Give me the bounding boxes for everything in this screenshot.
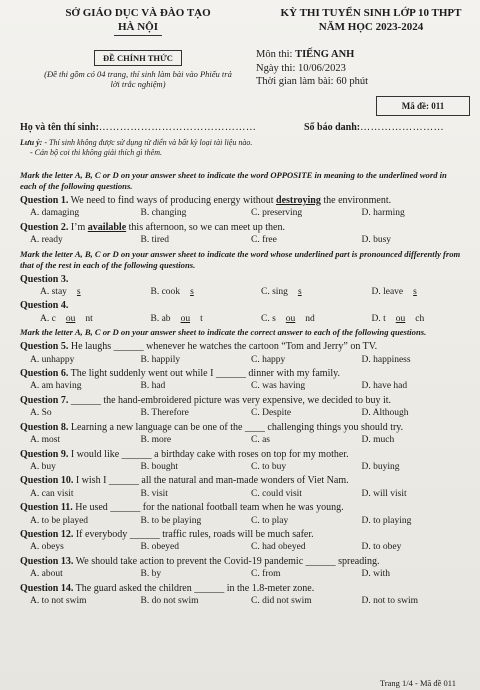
answer-option: C. preserving — [251, 208, 303, 219]
answer-options — [20, 488, 462, 500]
section-instruction: Mark the letter A, B, C or D on your answer sheet to indicate the correct answer to each of the following questions. — [20, 327, 427, 338]
question-stem — [20, 556, 462, 568]
answer-option: A. about — [30, 569, 63, 580]
answer-option — [131, 286, 242, 298]
answer-option: D. not to swim — [361, 595, 418, 606]
question-number: Question 5. — [20, 341, 69, 353]
answer-option — [241, 313, 352, 325]
answer-option: B. tired — [140, 235, 169, 246]
answer-options — [20, 313, 462, 325]
question-number: Question 2. — [20, 221, 69, 233]
time-value: 60 phút — [336, 76, 368, 87]
official-label: ĐỀ CHÍNH THỨC — [94, 50, 182, 66]
header-right — [256, 6, 480, 89]
answer-options — [20, 595, 462, 607]
answer-option: A. unhappy — [30, 354, 75, 365]
question-number: Question 4. — [20, 300, 69, 312]
question-stem — [20, 449, 462, 461]
answer-option: C. from — [251, 569, 281, 580]
question-text: the environment. — [323, 195, 392, 206]
question-number: Question 6. — [20, 368, 69, 380]
question-stem — [20, 475, 462, 487]
answer-option: A. So — [30, 408, 52, 419]
answer-option — [20, 286, 131, 298]
candidate-name-field: ……………………………………… — [98, 122, 257, 133]
question-stem — [20, 222, 462, 234]
word-part: D. t — [371, 313, 386, 324]
question-text: We should take action to prevent the Covid-19 pandemic ______ spreading. — [75, 555, 380, 567]
answer-option — [131, 313, 242, 325]
answer-options — [20, 434, 462, 446]
section-instruction: Mark the letter A, B, C or D on your answer sheet to indicate the word OPPOSITE in meaning to the underlined word in each of the following questions. — [20, 170, 447, 191]
answer-option: C. as — [251, 435, 270, 446]
answer-option: D. have had — [361, 381, 408, 392]
underlined-part: s — [76, 287, 81, 298]
exam-title: KỲ THI TUYỂN SINH LỚP 10 THPT — [280, 7, 462, 19]
answer-option: D. will visit — [361, 488, 407, 499]
answer-option: A. damaging — [30, 208, 80, 219]
paper-note: (Đề thi gồm có 04 trang, thí sinh làm bài vào Phiếu trả lời trắc nghiệm) — [44, 69, 232, 89]
answer-options — [20, 354, 462, 366]
answer-option: A. obeys — [30, 542, 64, 553]
question-number: Question 10. — [20, 475, 74, 487]
time-label: Thời gian làm bài: — [256, 76, 334, 87]
answer-option: C. could visit — [251, 488, 302, 499]
answer-option: C. did not swim — [251, 595, 312, 606]
exam-info — [256, 48, 480, 89]
city-name: HÀ NỘI — [117, 21, 159, 33]
underlined-part: ou — [285, 313, 296, 324]
candidate-id-field: …………………… — [360, 122, 445, 133]
underlined-word: destroying — [276, 195, 321, 206]
question-stem — [20, 422, 462, 434]
note-line-1: - Thí sinh không được sử dụng từ điển và bất kỳ loại tài liệu nào. — [44, 138, 253, 147]
answer-option: A. ready — [30, 235, 63, 246]
word-part: nt — [85, 313, 93, 324]
answer-option: D. to obey — [361, 542, 402, 553]
exam-notes — [20, 138, 252, 158]
answer-option: C. Despite — [251, 408, 292, 419]
answer-options — [20, 541, 462, 553]
answer-option: D. to playing — [361, 515, 412, 526]
page-footer: Trang 1/4 - Mã đề 011 — [379, 678, 456, 688]
question-text: If everybody ______ traffic rules, roads will be much safer. — [75, 528, 314, 540]
underlined-part: ou — [180, 313, 191, 324]
underlined-part: s — [190, 287, 194, 298]
underlined-word: available — [87, 221, 127, 233]
date-label: Ngày thi: — [256, 62, 296, 74]
word-part: t — [200, 313, 203, 324]
word-part: D. leave — [371, 287, 404, 298]
answer-option: A. buy — [30, 461, 56, 472]
school-year: NĂM HỌC 2023-2024 — [318, 21, 424, 33]
answer-option: C. free — [251, 235, 277, 246]
underlined-part: s — [297, 287, 302, 298]
question-number: Question 8. — [20, 421, 69, 433]
question-number: Question 14. — [20, 582, 74, 594]
answer-option: C. happy — [251, 354, 286, 365]
subject-value: TIẾNG ANH — [295, 49, 355, 60]
word-part: B. cook — [150, 287, 181, 298]
word-part: A. stay — [40, 287, 67, 298]
answer-option: C. was having — [251, 381, 306, 392]
question-text: ______ the hand-embroidered picture was very expensive, we decided to buy it. — [70, 394, 392, 406]
question-text: Learning a new language can be one of the ____ challenging things you should try. — [70, 421, 404, 433]
answer-options — [20, 461, 462, 473]
question-stem — [20, 583, 462, 595]
question-number: Question 7. — [20, 394, 69, 406]
answer-options — [20, 407, 462, 419]
header-left — [40, 6, 236, 89]
answer-option: B. by — [140, 569, 162, 580]
answer-option: B. Therefore — [140, 408, 189, 419]
answer-option: C. had obeyed — [251, 542, 306, 553]
answer-option: A. can visit — [30, 488, 74, 499]
question-stem — [20, 300, 462, 312]
subject-label: Môn thi: — [256, 49, 293, 60]
question-text: The light suddenly went out while I ______ dinner with my family. — [70, 368, 340, 380]
section-instruction: Mark the letter A, B, C or D on your answer sheet to indicate the word whose underlined part is pronounced differently from that of the rest in each of the following questions. — [20, 248, 461, 270]
answer-option: B. changing — [140, 208, 187, 219]
answer-options — [20, 286, 462, 298]
answer-options — [20, 568, 462, 580]
exam-code-box: Mã đề: 011 — [376, 96, 470, 116]
answer-option: B. bought — [140, 461, 178, 472]
word-part: C. sing — [261, 287, 288, 298]
question-stem — [20, 395, 462, 407]
answer-option — [241, 286, 352, 298]
answer-option: B. more — [140, 435, 172, 446]
answer-option: B. happily — [140, 354, 181, 365]
date-value: 10/06/2023 — [298, 62, 346, 74]
answer-option: D. much — [361, 435, 395, 446]
question-stem — [20, 195, 462, 207]
answer-option: D. buying — [361, 461, 400, 472]
answer-options — [20, 380, 462, 392]
answer-option: A. most — [30, 435, 61, 446]
question-text: I would like ______ a birthday cake with roses on top for my mother. — [70, 448, 349, 460]
question-text: I wish I ______ all the natural and man-made wonders of Viet Nam. — [75, 475, 349, 487]
question-text: The guard asked the children ______ in the 1.8-meter zone. — [75, 582, 315, 594]
answer-options — [20, 234, 462, 246]
answer-option — [352, 286, 463, 298]
question-text: I’m — [70, 221, 86, 233]
question-number: Question 13. — [20, 555, 74, 567]
answer-option: B. had — [140, 381, 166, 392]
answer-option: A. to not swim — [30, 595, 87, 606]
header-underline — [114, 35, 162, 36]
note-line-2: - Cán bộ coi thi không giải thích gì thêm. — [30, 148, 162, 157]
answer-option: B. to be playing — [140, 515, 202, 526]
word-part: A. c — [40, 313, 56, 324]
answer-option: D. Although — [361, 408, 409, 419]
question-stem — [20, 341, 462, 353]
answer-option: B. do not swim — [140, 595, 199, 606]
answer-option: D. harming — [361, 208, 405, 219]
question-stem — [20, 529, 462, 541]
answer-option: D. with — [361, 569, 390, 580]
word-part: C. s — [261, 313, 276, 324]
question-number: Question 1. — [20, 195, 69, 206]
answer-option: C. to play — [251, 515, 289, 526]
note-title: Lưu ý: — [20, 138, 43, 147]
question-text: He laughs ______ whenever he watches the cartoon “Tom and Jerry” on TV. — [70, 341, 378, 353]
answer-option: C. to buy — [251, 461, 287, 472]
answer-option: D. happiness — [361, 354, 411, 365]
question-stem — [20, 368, 462, 380]
department-name: SỞ GIÁO DỤC VÀ ĐÀO TẠO — [65, 7, 211, 19]
answer-option: A. to be played — [30, 515, 89, 526]
question-number: Question 9. — [20, 448, 69, 460]
answer-option: B. obeyed — [140, 542, 180, 553]
question-text: He used ______ for the national football team when he was young. — [75, 502, 344, 514]
answer-option — [352, 313, 463, 325]
question-text: We need to find ways of producing energy without — [70, 195, 274, 206]
candidate-name-label: Họ và tên thí sinh: — [20, 122, 99, 133]
answer-options — [20, 207, 462, 219]
question-number: Question 3. — [20, 273, 69, 285]
answer-option: B. visit — [140, 488, 168, 499]
answer-option: D. busy — [361, 235, 392, 246]
question-number: Question 11. — [20, 502, 73, 514]
answer-option: A. am having — [30, 381, 82, 392]
underlined-part: s — [413, 287, 417, 298]
word-part: ch — [415, 313, 425, 324]
question-body — [20, 168, 462, 609]
word-part: B. ab — [150, 313, 171, 324]
word-part: nd — [305, 313, 315, 324]
underlined-part: ou — [395, 313, 406, 324]
question-stem — [20, 502, 462, 514]
question-stem — [20, 274, 462, 286]
question-text: this afternoon, so we can meet up then. — [128, 221, 285, 233]
candidate-id-label: Số báo danh: — [304, 122, 361, 133]
answer-options — [20, 515, 462, 527]
underlined-part: ou — [65, 313, 76, 324]
question-number: Question 12. — [20, 528, 74, 540]
answer-option — [20, 313, 131, 325]
